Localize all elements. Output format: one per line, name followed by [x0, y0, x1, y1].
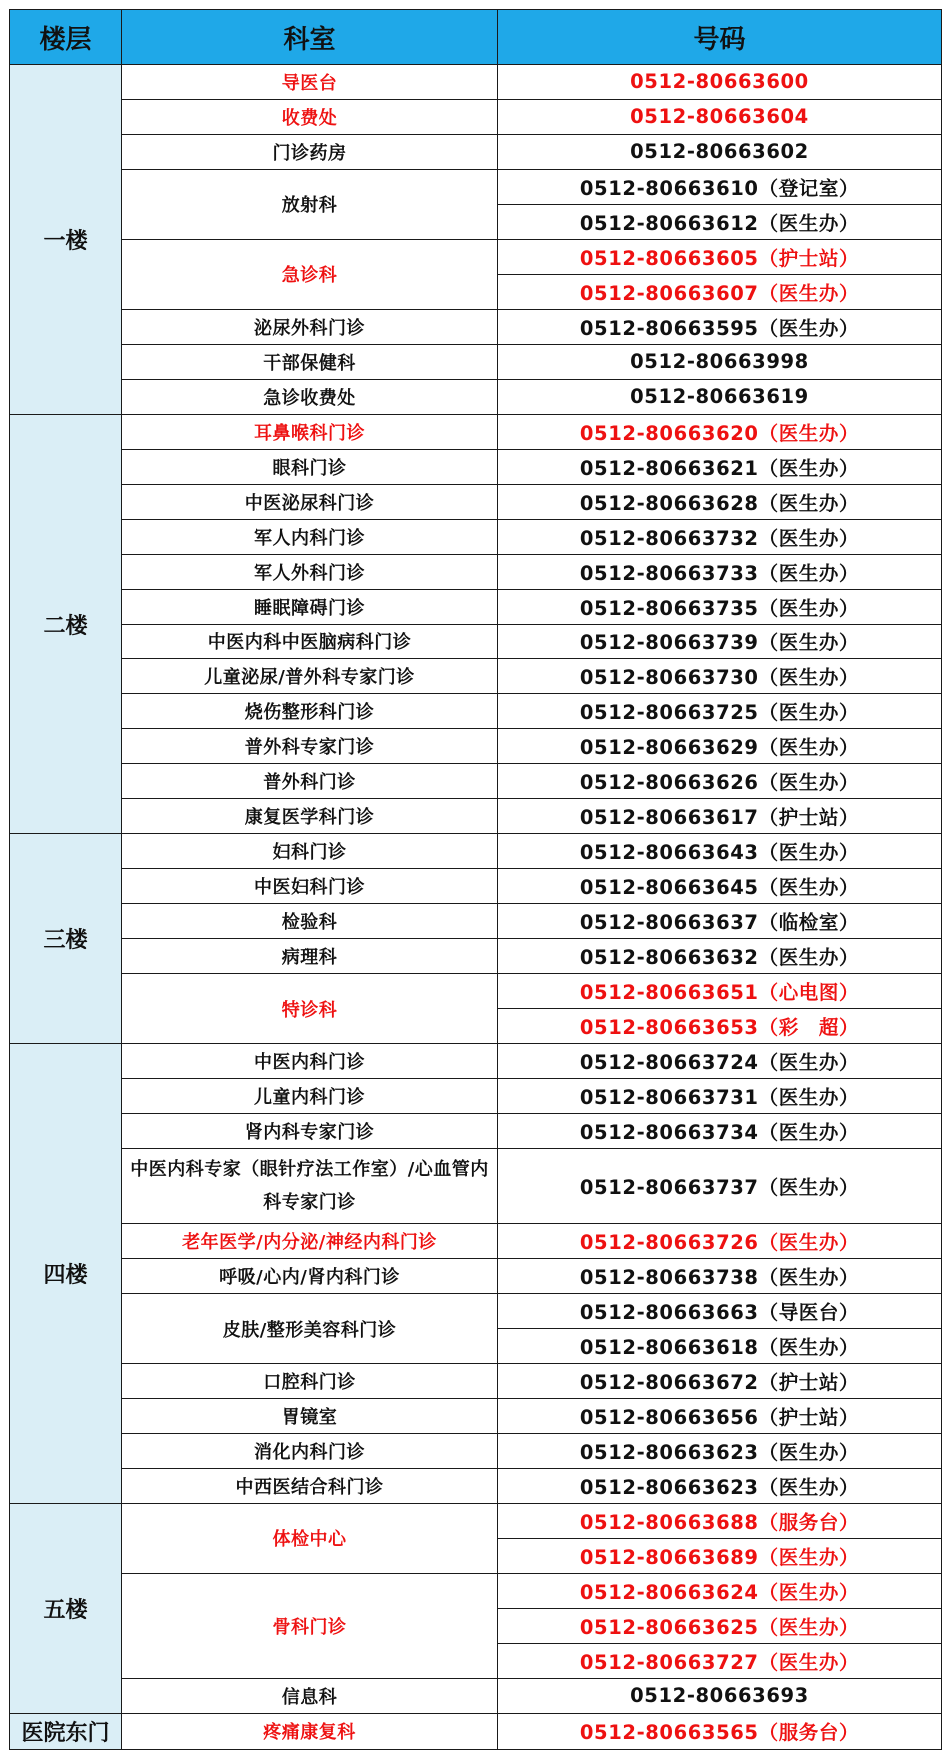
- department-name: 中医内科门诊: [122, 1044, 498, 1079]
- department-name: 呼吸/心内/肾内科门诊: [122, 1259, 498, 1294]
- table-row: [10, 1149, 942, 1224]
- phone-number: 0512-80663738（医生办）: [498, 1259, 942, 1294]
- department-name: 妇科门诊: [122, 834, 498, 869]
- table-row: [10, 414, 942, 449]
- table-row: [10, 379, 942, 414]
- department-name: 放射科: [122, 169, 498, 239]
- table-row: [10, 1433, 942, 1468]
- table-row: [10, 1224, 942, 1259]
- phone-number: 0512-80663651（心电图）: [498, 974, 942, 1009]
- floor-label: 五楼: [10, 1503, 122, 1713]
- table-row: [10, 239, 942, 274]
- table-row: [10, 1399, 942, 1434]
- header-dept: 科室: [122, 10, 498, 65]
- phone-number: 0512-80663731（医生办）: [498, 1079, 942, 1114]
- department-name: 疼痛康复科: [122, 1713, 498, 1749]
- phone-number: 0512-80663628（医生办）: [498, 484, 942, 519]
- phone-number: 0512-80663618（医生办）: [498, 1329, 942, 1364]
- phone-number: 0512-80663629（医生办）: [498, 729, 942, 764]
- department-name: 口腔科门诊: [122, 1364, 498, 1399]
- table-row: [10, 1678, 942, 1713]
- phone-number: 0512-80663643（医生办）: [498, 834, 942, 869]
- table-row: [10, 904, 942, 939]
- phone-number: 0512-80663612（医生办）: [498, 204, 942, 239]
- phone-number: 0512-80663998: [498, 344, 942, 379]
- department-name: 信息科: [122, 1678, 498, 1713]
- department-name: 干部保健科: [122, 344, 498, 379]
- phone-number: 0512-80663632（医生办）: [498, 939, 942, 974]
- phone-number: 0512-80663653（彩 超）: [498, 1009, 942, 1044]
- table-row: [10, 1713, 942, 1749]
- phone-number: 0512-80663621（医生办）: [498, 449, 942, 484]
- table-row: [10, 729, 942, 764]
- department-name: 中医内科中医脑病科门诊: [122, 624, 498, 659]
- phone-number: 0512-80663730（医生办）: [498, 659, 942, 694]
- phone-number: 0512-80663617（护士站）: [498, 799, 942, 834]
- phone-number: 0512-80663645（医生办）: [498, 869, 942, 904]
- department-name: 儿童内科门诊: [122, 1079, 498, 1114]
- table-row: [10, 1294, 942, 1329]
- table-row: [10, 974, 942, 1009]
- phone-number: 0512-80663739（医生办）: [498, 624, 942, 659]
- table-row: [10, 1573, 942, 1608]
- table-body: [10, 65, 942, 1750]
- phone-number: 0512-80663604: [498, 99, 942, 134]
- phone-number: 0512-80663595（医生办）: [498, 309, 942, 344]
- phone-number: 0512-80663600: [498, 65, 942, 100]
- phone-number: 0512-80663620（医生办）: [498, 414, 942, 449]
- phone-number: 0512-80663733（医生办）: [498, 554, 942, 589]
- floor-label: 二楼: [10, 414, 122, 834]
- table-row: [10, 589, 942, 624]
- table-row: [10, 1503, 942, 1538]
- phone-number: 0512-80663688（服务台）: [498, 1503, 942, 1538]
- department-name: 泌尿外科门诊: [122, 309, 498, 344]
- floor-label: 三楼: [10, 834, 122, 1044]
- department-name: 病理科: [122, 939, 498, 974]
- phone-number: 0512-80663623（医生办）: [498, 1468, 942, 1503]
- table-row: [10, 554, 942, 589]
- department-name: 体检中心: [122, 1503, 498, 1573]
- table-row: [10, 834, 942, 869]
- table-row: [10, 694, 942, 729]
- table-row: [10, 134, 942, 169]
- phone-number: 0512-80663656（护士站）: [498, 1399, 942, 1434]
- department-name: 胃镜室: [122, 1399, 498, 1434]
- department-name: 消化内科门诊: [122, 1433, 498, 1468]
- floor-label: 一楼: [10, 65, 122, 415]
- phone-number: 0512-80663732（医生办）: [498, 519, 942, 554]
- phone-number: 0512-80663663（导医台）: [498, 1294, 942, 1329]
- department-name: 中医泌尿科门诊: [122, 484, 498, 519]
- department-name: 耳鼻喉科门诊: [122, 414, 498, 449]
- phone-number: 0512-80663602: [498, 134, 942, 169]
- table-row: [10, 659, 942, 694]
- phone-directory-table: [9, 9, 942, 1750]
- floor-label: 四楼: [10, 1044, 122, 1504]
- floor-label: 医院东门: [10, 1713, 122, 1749]
- table-row: [10, 1079, 942, 1114]
- phone-number: 0512-80663724（医生办）: [498, 1044, 942, 1079]
- table-row: [10, 799, 942, 834]
- phone-number: 0512-80663737（医生办）: [498, 1149, 942, 1224]
- department-name: 检验科: [122, 904, 498, 939]
- department-name: 肾内科专家门诊: [122, 1114, 498, 1149]
- department-name: 军人外科门诊: [122, 554, 498, 589]
- phone-number: 0512-80663637（临检室）: [498, 904, 942, 939]
- phone-number: 0512-80663623（医生办）: [498, 1433, 942, 1468]
- phone-number: 0512-80663727（医生办）: [498, 1643, 942, 1678]
- department-name: 烧伤整形科门诊: [122, 694, 498, 729]
- table-row: [10, 1364, 942, 1399]
- table-row: [10, 1468, 942, 1503]
- table-row: [10, 764, 942, 799]
- table-row: [10, 1044, 942, 1079]
- phone-number: 0512-80663605（护士站）: [498, 239, 942, 274]
- department-name: 中医妇科门诊: [122, 869, 498, 904]
- phone-number: 0512-80663624（医生办）: [498, 1573, 942, 1608]
- phone-number: 0512-80663607（医生办）: [498, 274, 942, 309]
- department-name: 老年医学/内分泌/神经内科门诊: [122, 1224, 498, 1259]
- table-row: [10, 99, 942, 134]
- phone-number: 0512-80663626（医生办）: [498, 764, 942, 799]
- department-name: 眼科门诊: [122, 449, 498, 484]
- table-row: [10, 939, 942, 974]
- table-row: [10, 449, 942, 484]
- phone-number: 0512-80663726（医生办）: [498, 1224, 942, 1259]
- department-name: 中医内科专家（眼针疗法工作室）/心血管内科专家门诊: [122, 1149, 498, 1224]
- table-row: [10, 309, 942, 344]
- header-floor: 楼层: [10, 10, 122, 65]
- table-row: [10, 624, 942, 659]
- department-name: 普外科专家门诊: [122, 729, 498, 764]
- phone-number: 0512-80663619: [498, 379, 942, 414]
- phone-number: 0512-80663734（医生办）: [498, 1114, 942, 1149]
- department-name: 收费处: [122, 99, 498, 134]
- department-name: 睡眠障碍门诊: [122, 589, 498, 624]
- department-name: 导医台: [122, 65, 498, 100]
- department-name: 急诊收费处: [122, 379, 498, 414]
- phone-number: 0512-80663625（医生办）: [498, 1608, 942, 1643]
- table-row: [10, 344, 942, 379]
- header-phone: 号码: [498, 10, 942, 65]
- department-name: 骨科门诊: [122, 1573, 498, 1678]
- department-name: 普外科门诊: [122, 764, 498, 799]
- department-name: 康复医学科门诊: [122, 799, 498, 834]
- department-name: 中西医结合科门诊: [122, 1468, 498, 1503]
- phone-number: 0512-80663565（服务台）: [498, 1713, 942, 1749]
- department-name: 门诊药房: [122, 134, 498, 169]
- table-row: [10, 1114, 942, 1149]
- table-row: [10, 1259, 942, 1294]
- phone-number: 0512-80663610（登记室）: [498, 169, 942, 204]
- table-row: [10, 65, 942, 100]
- table-row: [10, 484, 942, 519]
- phone-number: 0512-80663725（医生办）: [498, 694, 942, 729]
- department-name: 急诊科: [122, 239, 498, 309]
- phone-number: 0512-80663693: [498, 1678, 942, 1713]
- department-name: 儿童泌尿/普外科专家门诊: [122, 659, 498, 694]
- department-name: 军人内科门诊: [122, 519, 498, 554]
- phone-number: 0512-80663689（医生办）: [498, 1538, 942, 1573]
- table-row: [10, 519, 942, 554]
- department-name: 特诊科: [122, 974, 498, 1044]
- phone-number: 0512-80663672（护士站）: [498, 1364, 942, 1399]
- department-name: 皮肤/整形美容科门诊: [122, 1294, 498, 1364]
- phone-number: 0512-80663735（医生办）: [498, 589, 942, 624]
- table-row: [10, 169, 942, 204]
- header-row: [10, 10, 942, 65]
- table-row: [10, 869, 942, 904]
